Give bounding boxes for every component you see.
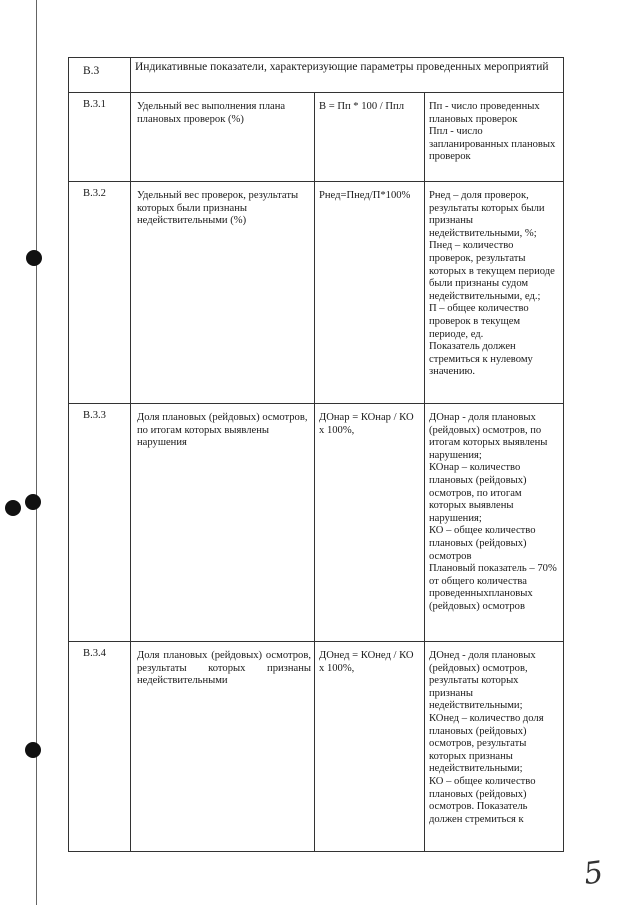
table-row: [69, 642, 564, 852]
description-line: ДОнар - доля плановых (рейдовых) осмотров, по итогам которых выявлены нарушения;: [429, 412, 548, 461]
section-title: Индикативные показатели, характеризующие параметры проведенных мероприятий: [131, 58, 564, 93]
description-line: Пнед – количество проверок, результаты которых в текущем периоде были признаны судом недействительными, ед.;: [429, 240, 555, 302]
row-formula: ДОнед = КОнед / КО х 100%,: [315, 642, 425, 852]
indicators-table: [68, 57, 564, 852]
table-row: [69, 182, 564, 404]
description-line: ДОнед - доля плановых (рейдовых) осмотров, результаты которых признаны недействительными;: [429, 650, 536, 712]
row-code: В.3.4: [69, 642, 131, 852]
description-line: КОнар – количество плановых (рейдовых) осмотров, по итогам которых выявлены нарушения;: [429, 462, 527, 524]
description-line: Рнед – доля проверок, результаты которых были признаны недействительными, %;: [429, 190, 545, 239]
row-code: В.3.2: [69, 182, 131, 404]
punch-hole-3: [25, 494, 41, 510]
row-formula: ДОнар = КОнар / КО х 100%,: [315, 404, 425, 642]
description-line: КО – общее количество плановых (рейдовых) осмотров: [429, 525, 536, 562]
section-code: В.3: [69, 58, 131, 93]
row-code: В.3.3: [69, 404, 131, 642]
table-row: [69, 93, 564, 182]
row-formula: В = Пп * 100 / Ппл: [315, 93, 425, 182]
description-line: КОнед – количество доля плановых (рейдовых) осмотров, результаты которых признаны недействительными;: [429, 712, 544, 775]
row-name: Доля плановых (рейдовых) осмотров, по итогам которых выявлены нарушения: [131, 404, 315, 642]
row-description: [425, 404, 564, 642]
row-description: [425, 182, 564, 404]
row-formula: Рнед=Пнед/П*100%: [315, 182, 425, 404]
scan-edge-line: [36, 0, 37, 905]
description-line: Плановый показатель – 70% от общего количества проведенныхплановых (рейдовых) осмотров: [429, 563, 557, 612]
table-header-row: [69, 58, 564, 93]
description-line: КО – общее количество плановых (рейдовых) осмотров. Показатель должен стремиться к: [429, 775, 536, 825]
row-description: [425, 93, 564, 182]
punch-hole-4: [25, 742, 41, 758]
row-code: В.3.1: [69, 93, 131, 182]
description-line: Показатель должен стремиться к нулевому значению.: [429, 341, 533, 378]
row-name: Удельный вес проверок, результаты которых были признаны недействительными (%): [131, 182, 315, 404]
table-row: [69, 404, 564, 642]
row-name: Доля плановых (рейдовых) осмотров, результаты которых признаны недействительными: [131, 642, 315, 852]
page-number: 5: [581, 854, 606, 893]
row-name: Удельный вес выполнения плана плановых проверок (%): [131, 93, 315, 182]
description-line: Ппл - число запланированных плановых проверок: [429, 126, 556, 163]
description-line: П – общее количество проверок в текущем периоде, ед.: [429, 303, 529, 340]
punch-hole-2: [5, 500, 21, 516]
punch-hole-1: [26, 250, 42, 266]
row-description: [425, 642, 564, 852]
description-line: Пп - число проведенных плановых проверок: [429, 101, 540, 125]
